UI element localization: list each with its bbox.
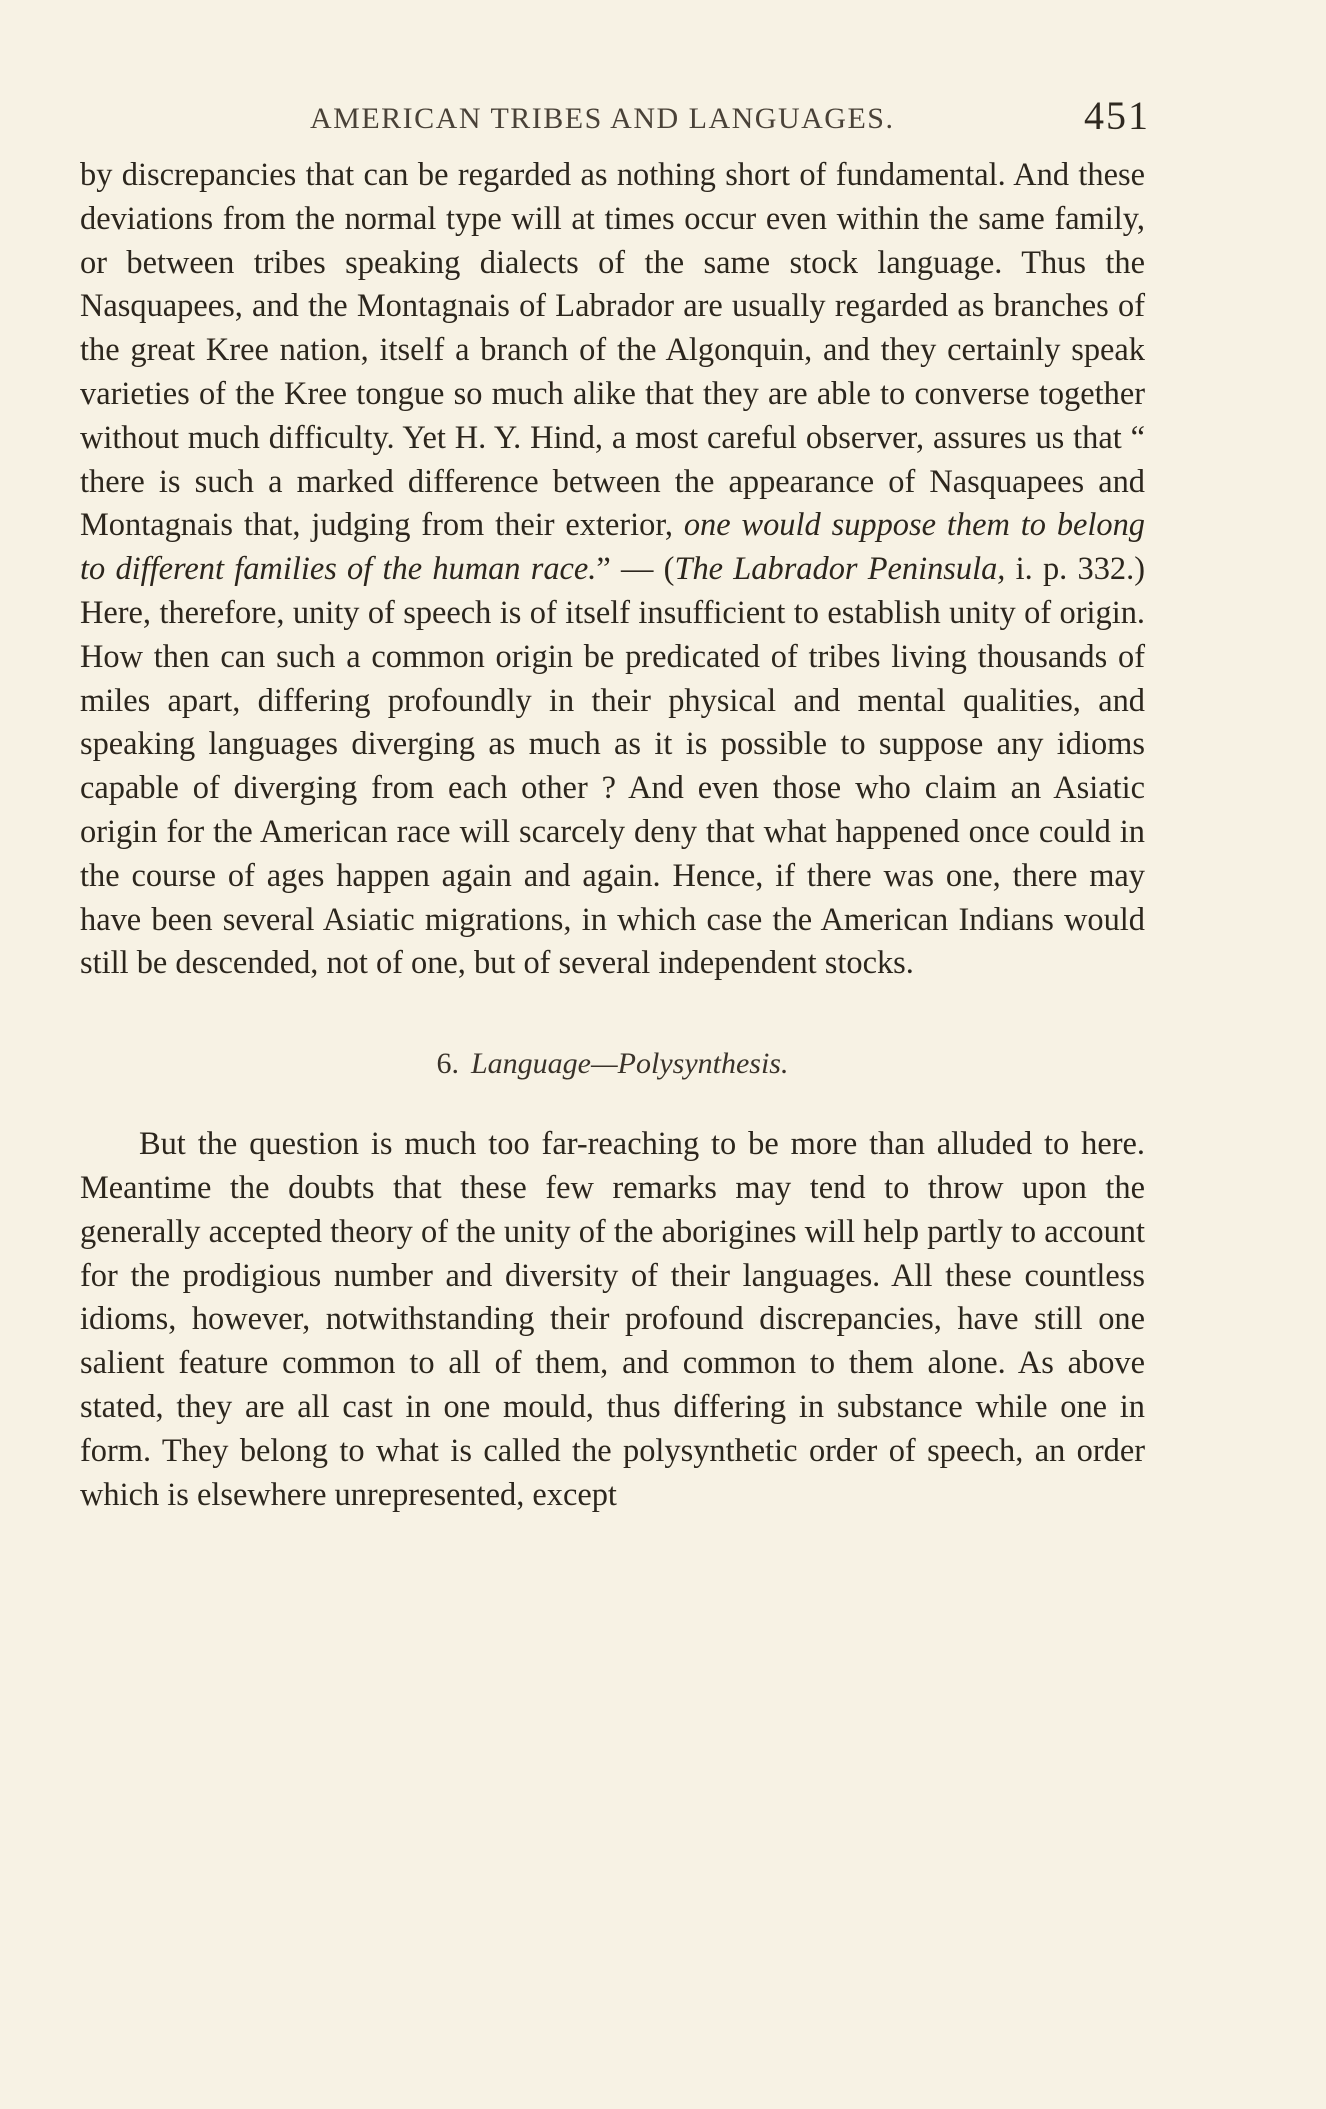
- paragraph-2: But the question is much too far-reaching to be more than alluded to here. Meantime the doubts that these few remarks may tend to throw upon the generally accepted theory of the unity of the aborigines will help partly to account for the prodigious number and diversity of their languages. All these countless idioms, however, notwithstanding their profound discrepancies, have still one salient feature common to all of them, and common to them alone. As above stated, they are all cast in one mould, thus differing in substance while one in form. They belong to what is called the polysynthetic order of speech, an order which is elsewhere unrepresented, except: [80, 1126, 1145, 1513]
- running-title: AMERICAN TRIBES AND LANGUAGES.: [310, 102, 895, 135]
- paragraph-1-text-b: ” — (: [596, 551, 675, 588]
- section-heading: [80, 1047, 1145, 1081]
- citation-title: The Labrador Peninsula,: [674, 551, 1006, 588]
- paragraph-1: [80, 154, 1145, 986]
- section-title: Language—Polysynthesis.: [471, 1047, 789, 1081]
- running-head: [80, 92, 1150, 154]
- book-page: [80, 92, 1150, 1517]
- section-number: 6.: [436, 1047, 459, 1081]
- page-number: 451: [1084, 93, 1150, 138]
- paragraph-1-text-a: by discrepancies that can be regarded as nothing short of fundamental. And these deviations from the normal type will at times occur even within the same family, or between tribes speaking dialects of the same stock language. Thus the Nasquapees, and the Montagnais of Labrador are usually regarded as branches of the great Kree nation, itself a branch of the Algonquin, and they certainly speak varieties of the Kree tongue so much alike that they are able to converse together without much difficulty. Yet H. Y. Hind, a most careful observer, assures us that “ there is such a marked difference between the appearance of Nasquapees and Montagnais that, judging from their exterior,: [80, 157, 1145, 544]
- paragraph-1-quote: one would suppose them to belong to different families of the human race.: [80, 507, 1145, 588]
- paragraph-1-text-c: i. p. 332.) Here, therefore, unity of speech is of itself insufficient to establish unity of origin. How then can such a common origin be predicated of tribes living thousands of miles apart, differing profoundly in their physical and mental qualities, and speaking languages diverging as much as it is possible to suppose any idioms capable of diverging from each other ? And even those who claim an Asiatic origin for the American race will scarcely deny that what happened once could in the course of ages happen again and again. Hence, if there was one, there may have been several Asiatic migrations, in which case the American Indians would still be descended, not of one, but of several independent stocks.: [80, 551, 1145, 982]
